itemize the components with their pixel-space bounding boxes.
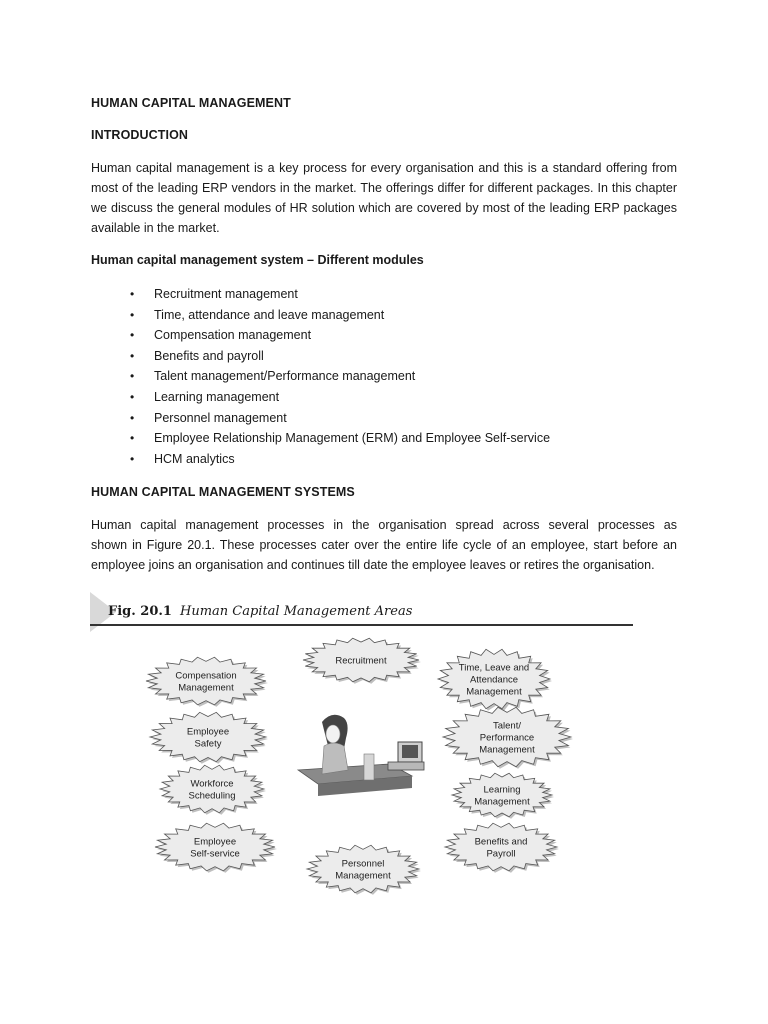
hcm-area-label: Payroll	[486, 848, 516, 860]
hcm-area-label: Benefits and	[474, 836, 528, 848]
list-item	[130, 284, 550, 305]
document-title: HUMAN CAPITAL MANAGEMENT	[91, 96, 291, 110]
list-item-label: HCM analytics	[154, 451, 235, 466]
list-item-label: Benefits and payroll	[154, 348, 264, 363]
hcm-area-label: Personnel	[341, 858, 385, 870]
list-item-label: Talent management/Performance management	[154, 369, 416, 384]
paragraph-line: we discuss the general modules of HR solution which are covered by most of the leading ERP packages	[91, 201, 677, 215]
hcm-area-label: Management	[474, 796, 530, 808]
bullet-icon: •	[130, 431, 135, 446]
bullet-icon: •	[130, 369, 135, 384]
hcm-area-label: Time, Leave and	[458, 662, 530, 674]
hcm-area-label: Compensation	[175, 670, 237, 682]
bullet-icon: •	[130, 410, 135, 425]
list-item-label: Learning management	[154, 389, 280, 404]
list-item-label: Compensation management	[154, 328, 312, 343]
bullet-icon: •	[130, 328, 135, 343]
list-item	[130, 428, 550, 449]
paragraph-line: Human capital management is a key process for every organisation and this is a standard offering from	[91, 161, 677, 175]
paragraph-line: Human capital management processes in the organisation spread across several processes as	[91, 518, 677, 532]
hcm-area-label: Employee	[186, 726, 230, 738]
hcm-area-label: Safety	[194, 738, 222, 750]
figure-title: Human Capital Management Areas	[179, 604, 413, 619]
hcm-area-label: Attendance	[469, 674, 519, 686]
systems-heading: HUMAN CAPITAL MANAGEMENT SYSTEMS	[91, 485, 355, 499]
hcm-area-label: Workforce	[190, 778, 234, 790]
list-item	[130, 346, 550, 367]
figure-hcm-areas	[90, 592, 640, 902]
figure-number: Fig. 20.1	[108, 604, 172, 619]
hcm-area-label: Self-service	[190, 848, 240, 860]
paragraph-line: employee joins an organisation and continues till date the employee leaves or retires the organisation.	[91, 558, 655, 572]
bullet-icon: •	[130, 451, 135, 466]
list-item	[130, 366, 550, 387]
paragraph-line: most of the leading ERP vendors in the market. The offerings differ for different packages. In this chapter	[91, 181, 677, 195]
list-item	[130, 325, 550, 346]
introduction-heading: INTRODUCTION	[91, 128, 189, 142]
hcm-area-label: Employee	[193, 836, 237, 848]
list-item	[130, 305, 550, 326]
hcm-area-label: Scheduling	[188, 790, 236, 802]
paragraph-line: shown in Figure 20.1. These processes cater over the entire life cycle of an employee, start before an	[91, 538, 677, 552]
bullet-icon: •	[130, 287, 135, 301]
list-item-label: Time, attendance and leave management	[154, 307, 385, 322]
bullet-icon: •	[130, 307, 135, 322]
systems-paragraph	[91, 515, 677, 575]
introduction-paragraph	[91, 158, 677, 238]
list-item-label: Personnel management	[154, 410, 287, 425]
hcm-area-label: Learning	[483, 784, 521, 796]
modules-heading: Human capital management system – Different modules	[91, 253, 424, 267]
person-at-computer-illustration	[298, 715, 424, 796]
list-item-label: Employee Relationship Management (ERM) and Employee Self-service	[154, 431, 551, 446]
hcm-area-label: Management	[479, 744, 535, 756]
hcm-area-label: Recruitment	[335, 655, 387, 667]
hcm-area-label: Management	[178, 682, 234, 694]
hcm-area-label: Management	[466, 686, 522, 698]
hcm-area-label: Performance	[479, 732, 535, 744]
list-item	[130, 408, 550, 429]
hcm-area-label: Management	[335, 870, 391, 882]
list-item-label: Recruitment management	[154, 287, 298, 301]
bullet-icon: •	[130, 348, 135, 363]
list-item	[130, 449, 550, 470]
paragraph-line: available in the market.	[91, 221, 220, 235]
modules-list	[130, 284, 550, 469]
list-item	[130, 387, 550, 408]
hcm-area-label: Talent/	[493, 720, 521, 732]
bullet-icon: •	[130, 389, 135, 404]
figure-diagram	[90, 592, 640, 902]
